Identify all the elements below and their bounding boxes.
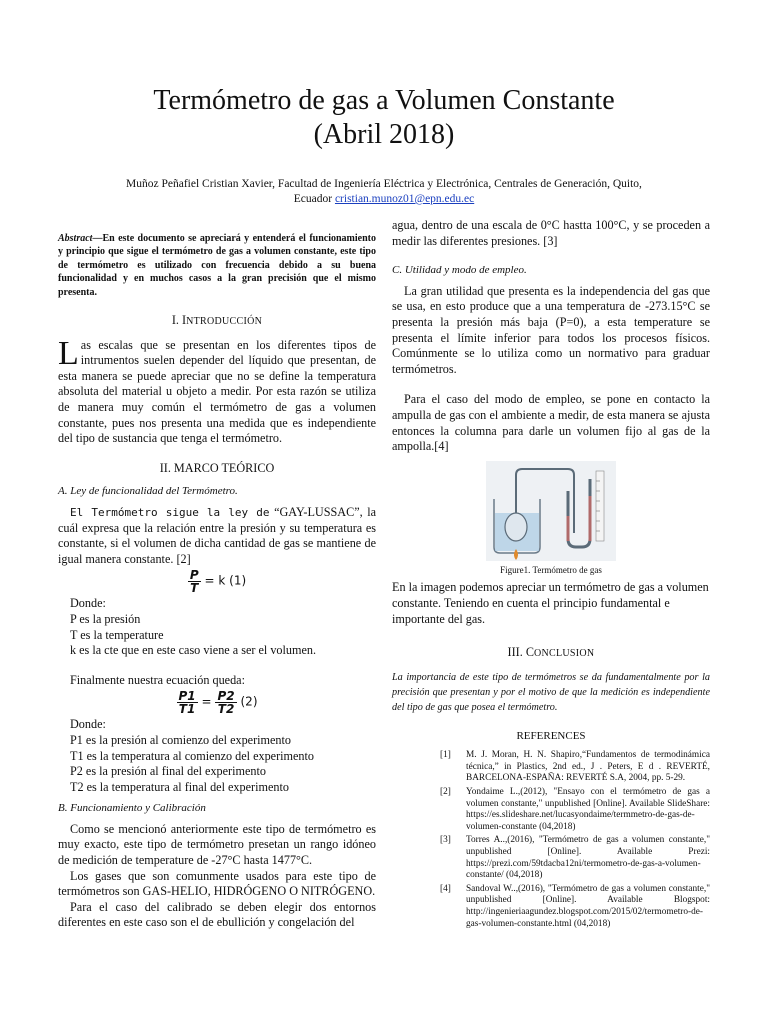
author-country: Ecuador [293, 193, 335, 205]
final-equation-label: Finalmente nuestra ecuación queda: [70, 672, 245, 687]
section-title-rest: NTRODUCCIÓN [186, 316, 263, 328]
def-p2: P2 es la presión al final del experimento [70, 764, 266, 779]
equation-1 [58, 569, 376, 594]
eq2-numerator-1: P1 [178, 689, 196, 704]
def-t: T es la temperature [70, 627, 164, 642]
figure-description: En la imagen podemos apreciar un termómetro de gas a volumen constante. Teniendo en cuenta el principio fundamental e importante del gas. [392, 580, 709, 626]
reference-item [392, 787, 710, 833]
title-line-1: Termómetro de gas a Volumen Constante [153, 85, 615, 116]
conclusion-title-rest: ONCLUSION [533, 648, 595, 660]
reference-text: Torres A..,(2016), "Termómetro de gas a volumen constante," unpublished [Online]. Available Prezi: https://prezi.com/59tdacba12ni/termometro-de-gas-a-volumen-constante/ (04,2018) [466, 835, 710, 881]
paragraph-gay-lussac [58, 505, 376, 567]
left-column [58, 232, 376, 931]
paragraph-b-2: Los gases que son comunmente usados para este tipo de termómetros son GAS-HELIO, HIDRÓGENO O NITRÓGENO. [58, 868, 376, 899]
eq2-numerator-2: P2 [217, 689, 235, 704]
donde-label-2: Donde: [70, 717, 106, 732]
paragraph-b-3: Para el caso del calibrado se deben elegir dos entornos diferentes en este caso son el de ebullición y congelación del [58, 899, 376, 930]
reference-number: [2] [440, 787, 451, 798]
reference-item [392, 750, 710, 785]
reference-number: [1] [440, 750, 451, 761]
def-t1: T1 es la temperatura al comienzo del experimento [70, 748, 314, 763]
definitions-1 [58, 596, 376, 688]
drop-cap: L [58, 334, 79, 372]
gas-bulb-icon [505, 513, 527, 541]
paragraph-c-2: Para el caso del modo de empleo, se pone en contacto la ampulla de gas con el ambiente a medir, de esta manera se ajusta entonces la columna para darle un volumen fijo al gas de la ampolla.[4] [392, 392, 710, 454]
donde-label: Donde: [70, 596, 106, 611]
reference-text: Sandoval W..,(2016), "Termómetro de gas a volumen constante," unpublished [Online]. Available Blogspot: http://ingenieriaagundez.blogspot.com/2015/02/termometro-de-gas-volumen-constante.html (04,2018) [466, 883, 710, 929]
paragraph-b-1: Como se mencionó anteriormente este tipo de termómetro es muy exacto, este tipo de termómetro presetan un rango idóneo de medición de temperature de -27°C hasta 1477°C. [58, 821, 376, 868]
eq2-denominator-2: T2 [217, 702, 235, 717]
intro-text: as escalas que se presentan en los diferentes tipos de intrumentos suelen depender del líquido que presentan, de esta manera se puede apreciar que no se define la temperatura absoluta del material u objeto a medir. Por esta razón se utiliza de manera muy común el termómetro de gas a volumen constante, pues nos presenta una medida que es independiente del tipo de sustancia que tenga el termómetro. [58, 337, 376, 446]
mercury-left [567, 516, 570, 541]
author-line-2 [80, 192, 688, 207]
fraction-p1-over-t1 [177, 690, 198, 715]
fraction-p-over-t [188, 569, 201, 594]
reference-number: [4] [440, 883, 451, 894]
mercury-right [589, 496, 592, 541]
paragraph-c-1: La gran utilidad que presenta es la independencia del gas que se usa, en esto produce que a una temperatura de -273.15°C se presenta la presión más baja (P=0), a esta temperature se presenta el límite inferior para todos los procesos físicos. Comúnmente se lo utiliza como un normativo para graduar termómetros. [392, 283, 710, 376]
author-block [80, 177, 688, 207]
eq1-numerator: P [189, 568, 199, 583]
eq2-denominator-1: T1 [178, 702, 196, 717]
reference-text: Yondaime L.,(2012), "Ensayo con el termómetro de gas a volumen constante," unpublished [Online]. Available SlideShare: https://es.slideshare.net/lucasyondaime/termmetro-de-gas-de-volumen-constante (04,2018) [466, 787, 710, 832]
eq1-rest: = k (1) [204, 574, 247, 589]
abstract-lead: Abstract [58, 233, 93, 244]
author-email-link[interactable]: cristian.munoz01@epn.edu.ec [334, 193, 475, 205]
conclusion-number: III. [507, 645, 523, 660]
section-heading-introduccion [58, 313, 376, 330]
section-number: I. [171, 313, 179, 328]
reference-item [392, 835, 710, 881]
eq2-label: (2) [240, 695, 258, 710]
mono-fragment: El Termómetro sigue la ley de [70, 505, 270, 519]
right-column [392, 218, 710, 932]
paper-title [0, 84, 768, 152]
reference-item [392, 884, 710, 930]
reference-text: M. J. Moran, H. N. Shapiro,“Fundamentos de termodinámica técnica,” in Plastics, 2nd ed., J . Peters, E d . REVERTÉ, BARCELONA-ESPAÑA: REVERTÉ S.A, 2004, pp. 5-29. [466, 750, 710, 784]
references-title-rest: EFERENCES [523, 729, 586, 742]
author-line-1: Muñoz Peñafiel Cristian Xavier, Facultad de Ingeniería Eléctrica y Electrónica, Centrales de Generación, Quito, [126, 178, 642, 190]
gay-lussac-text: “GAY-LUSSAC”, la cuál expresa que la relación entre la presión y su temperatura es constante, si el volumen de dicha cantidad de gas se mantiene de igual manera constante. [2] [58, 504, 376, 566]
abstract-text: —En este documento se apreciará y entenderá el funcionamiento y principio que sigue el termómetro de gas a volumen constante, este tipo de termómetro es utilizado con frecuencia debido a su buena funcionalidad y en muchos casos a la gran precisión que el mismo presenta. [58, 233, 376, 298]
def-p: P es la presión [70, 611, 141, 626]
eq1-denominator: T [190, 581, 199, 596]
title-line-2: (Abril 2018) [313, 119, 455, 150]
def-t2: T2 es la temperatura al final del experimento [70, 779, 289, 794]
fraction-p2-over-t2 [215, 690, 236, 715]
definitions-2 [58, 717, 376, 795]
equation-2 [58, 690, 376, 715]
subsection-heading-b: B. Funcionamiento y Calibración [58, 802, 206, 815]
references-title-first: R [516, 729, 524, 742]
eq2-equals: = [201, 695, 212, 710]
gas-thermometer-figure [486, 461, 616, 561]
abstract [58, 232, 376, 299]
gas-thermometer-illustration [486, 461, 616, 561]
intro-paragraph [58, 334, 376, 447]
reference-number: [3] [440, 835, 451, 846]
scale-icon [596, 471, 604, 541]
paragraph-continued: agua, dentro de una escala de 0°C hastta 100°C, y se proceden a medir las diferentes presiones. [3] [392, 218, 710, 248]
conclusion-text: La importancia de este tipo de termómetros se da fundamentalmente por la precisión que presentan y por el motivo de que la medición es independiente del tipo de gas que posea el termómetro. [392, 671, 710, 713]
references-heading [392, 729, 710, 745]
section-title-first: I [182, 313, 187, 328]
subsection-heading-c: C. Utilidad y modo de empleo. [392, 264, 527, 277]
conclusion-title-first: C [525, 645, 534, 660]
def-k: k es la cte que en este caso viene a ser el volumen. [70, 643, 317, 658]
section-heading-marco-teorico: II. MARCO TEÓRICO [159, 460, 275, 475]
def-p1: P1 es la presión al comienzo del experimento [70, 732, 291, 747]
subsection-heading-a: A. Ley de funcionalidad del Termómetro. [58, 485, 238, 498]
section-heading-conclusion [392, 645, 710, 662]
figure-caption: Figure1. Termómetro de gas [500, 564, 602, 575]
